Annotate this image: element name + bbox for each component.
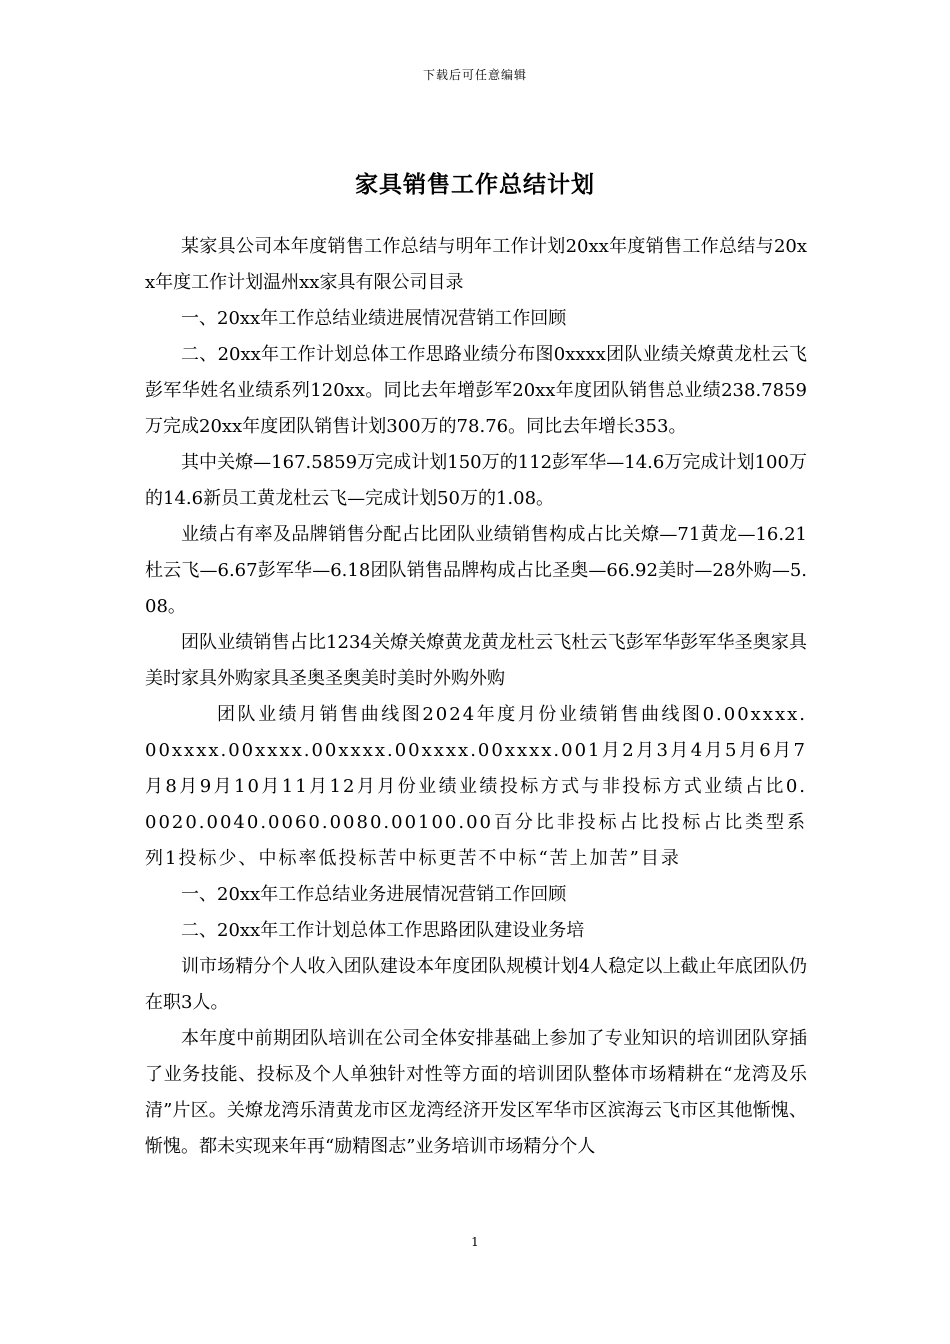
- page-header-note: 下载后可任意编辑: [422, 68, 527, 82]
- paragraph-team-size: 训市场精分个人收入团队建设本年度团队规模计划4人稳定以上截止年底团队仍在职3人。: [145, 956, 807, 1013]
- page-number: 1: [471, 1235, 479, 1249]
- document-body: [145, 229, 807, 1165]
- paragraph-monthly-curve: 团队业绩月销售曲线图2024年度月份业绩销售曲线图0.00xxxx.00xxxx.00xxxx.00xxxx.00xxxx.00xxxx.001月2月3月4月5月6月7月8月9月10月11月12月月份业绩业绩投标方式与非投标方式业绩占比0.0020.0040.0060.0080.00100.00百分比非投标占比投标占比类型系列1投标少、中标率低投标苦中标更苦不中标“苦上加苦”目录: [145, 704, 807, 869]
- paragraph-intro: 某家具公司本年度销售工作总结与明年工作计划20xx年度销售工作总结与20xx年度工作计划温州xx家具有限公司目录: [145, 236, 807, 293]
- paragraph-team-share: 团队业绩销售占比1234关燎关燎黄龙黄龙杜云飞杜云飞彭军华彭军华圣奥家具美时家具外购家具圣奥圣奥美时美时外购外购: [145, 632, 807, 689]
- paragraph-outline-3: 一、20xx年工作总结业务进展情况营销工作回顾: [181, 884, 567, 905]
- paragraph-training: 本年度中前期团队培训在公司全体安排基础上参加了专业知识的培训团队穿插了业务技能、投标及个人单独针对性等方面的培训团队整体市场精耕在“龙湾及乐清”片区。关燎龙湾乐清黄龙市区龙湾经济开发区军华市区滨海云飞市区其他惭愧、惭愧。都未实现来年再“励精图志”业务培训市场精分个人: [145, 1028, 807, 1157]
- paragraph-outline-4: 二、20xx年工作计划总体工作思路团队建设业务培: [181, 920, 585, 941]
- paragraph-share-ratio: 业绩占有率及品牌销售分配占比团队业绩销售构成占比关燎—71黄龙—16.21杜云飞—6.67彭军华—6.18团队销售品牌构成占比圣奥—66.92美时—28外购—5.08。: [145, 524, 807, 617]
- document-title: 家具销售工作总结计划: [355, 171, 595, 199]
- paragraph-outline-1: 一、20xx年工作总结业绩进展情况营销工作回顾: [181, 308, 567, 329]
- paragraph-individual-performance: 其中关燎—167.5859万完成计划150万的112彭军华—14.6万完成计划100万的14.6新员工黄龙杜云飞—完成计划50万的1.08。: [145, 452, 807, 509]
- paragraph-outline-2: 二、20xx年工作计划总体工作思路业绩分布图0xxxx团队业绩关燎黄龙杜云飞彭军华姓名业绩系列120xx。同比去年增彭军20xx年度团队销售总业绩238.7859万完成20xx年度团队销售计划300万的78.76。同比去年增长353。: [145, 344, 807, 437]
